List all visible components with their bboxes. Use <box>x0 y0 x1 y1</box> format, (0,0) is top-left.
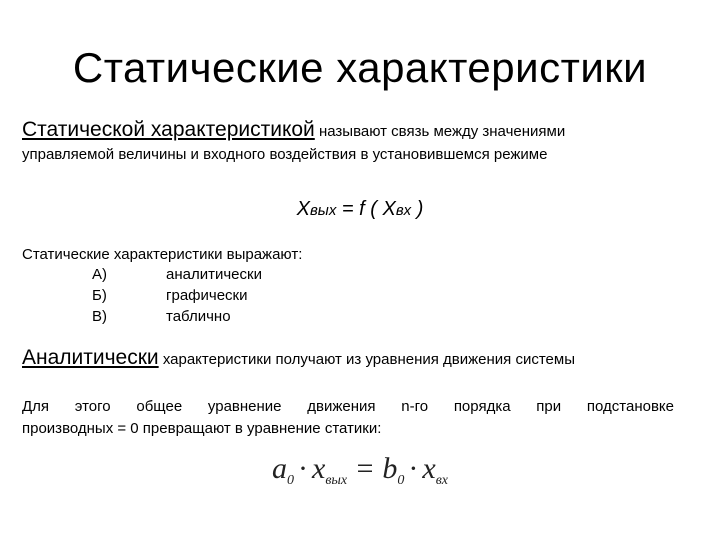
definition-line-1 <box>22 118 565 142</box>
eq-x-in: x <box>422 452 436 485</box>
analytic-term: Аналитически <box>22 346 159 369</box>
eq-x-in-sub: вх <box>435 473 448 488</box>
list-item-word: аналитически <box>166 266 262 283</box>
eq-b-sub: 0 <box>397 473 405 488</box>
formula1-lhs: X <box>296 198 310 220</box>
list-item-word: графически <box>166 287 248 304</box>
definition-line-2: управляемой величины и входного воздействия в установившемся режиме <box>22 146 548 163</box>
formula-xout-f-xin <box>0 198 720 221</box>
methods-intro: Статические характеристики выражают: <box>22 246 303 263</box>
formula1-middle: = f ( X <box>336 198 396 220</box>
list-item-letter: Б) <box>92 287 107 304</box>
definition-text: называют связь между значениями <box>318 123 566 140</box>
eq-x-out-sub: вых <box>325 473 348 488</box>
list-item-word: таблично <box>166 308 231 325</box>
eq-b: b <box>382 452 398 485</box>
eq-dot-2: · <box>408 452 419 485</box>
eq-x-out: x <box>312 452 326 485</box>
slide-title: Статические характеристики <box>72 44 648 91</box>
formula1-tail: ) <box>411 198 424 220</box>
eq-a: a <box>272 452 287 485</box>
analytic-text: характеристики получают из уравнения движения системы <box>162 351 575 368</box>
paragraph-line-1: Для этого общее уравнение движения n-го порядка при подстановке <box>22 398 674 415</box>
eq-dot-1: · <box>298 452 308 485</box>
analytic-line <box>22 346 575 370</box>
eq-a-sub: 0 <box>287 473 294 488</box>
statics-paragraph <box>22 396 674 440</box>
statics-equation <box>0 452 720 489</box>
formula1-lhs-sub: вых <box>309 202 337 219</box>
formula1-rhs-sub: вх <box>395 202 412 219</box>
definition-term: Статической характеристикой <box>22 118 315 141</box>
eq-equals: = <box>347 452 383 485</box>
list-item-letter: В) <box>92 308 107 325</box>
paragraph-line-2: производных = 0 превращают в уравнение статики: <box>22 420 382 437</box>
list-item-letter: А) <box>92 266 107 283</box>
